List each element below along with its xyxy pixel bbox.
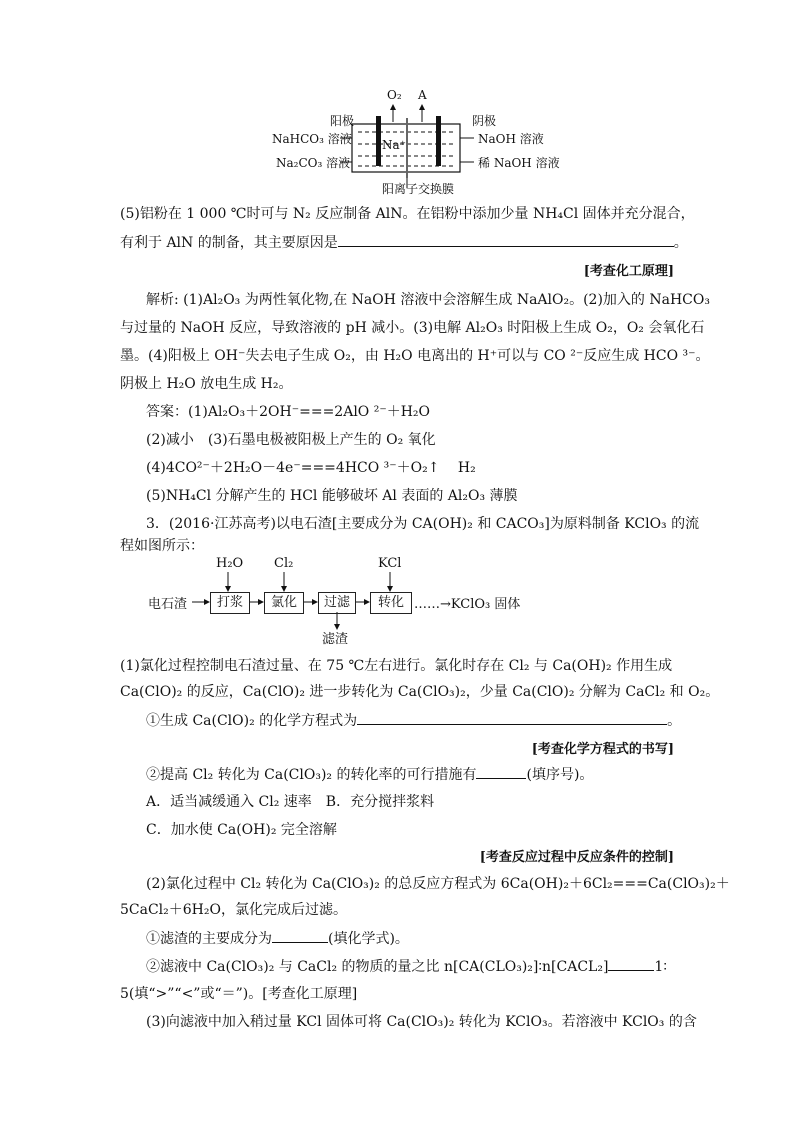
analysis-line4: 阴极上 H₂O 放电生成 H₂。 <box>120 376 293 392</box>
p1-q1: ①生成 Ca(ClO)₂ 的化学方程式为 <box>146 713 358 729</box>
p1-line1: (1)氯化过程控制电石渣过量、在 75 ℃左右进行。氯化时存在 Cl₂ 与 Ca(OH)₂ 作用生成 <box>120 658 673 674</box>
anode-label: 阳极 <box>330 114 355 128</box>
answer-blank[interactable] <box>357 710 667 725</box>
q3-line2: 程如图所示： <box>120 538 204 554</box>
answer-line4: (5)NH₄Cl 分解产生的 HCl 能够破坏 Al 表面的 Al₂O₃ 薄膜 <box>146 488 518 504</box>
tag-chemical-principle: [考查化工原理] <box>583 264 674 279</box>
residue-label: 滤渣 <box>322 632 349 647</box>
answer-blank[interactable] <box>476 764 526 779</box>
answer-blank[interactable] <box>272 928 328 943</box>
step-chlorination: 氯化 <box>264 592 304 614</box>
option-c: C．加水使 Ca(OH)₂ 完全溶解 <box>146 822 337 838</box>
electrolysis-diagram <box>270 88 560 196</box>
answer-blank[interactable] <box>608 956 654 971</box>
p1-q1-line <box>146 710 681 731</box>
p3-q2-line <box>146 956 667 977</box>
answer-line3: (4)4CO²⁻＋2H₂O－4e⁻===4HCO ³⁻＋O₂↑ H₂ <box>146 460 476 476</box>
start-material: 电石渣 <box>148 597 188 612</box>
h2o-input: H₂O <box>216 556 244 571</box>
q5-text2: 有利于 AlN 的制备，其主要原因是 <box>120 235 338 251</box>
p3-q1-end: (填化学式)。 <box>328 931 409 947</box>
p4-line1: (3)向滤液中加入稍过量 KCl 固体可将 Ca(ClO₃)₂ 转化为 KClO₃。若溶液中 KClO₃ 的含 <box>146 1014 697 1030</box>
kcl-input: KCl <box>378 556 402 571</box>
step-slurry: 打浆 <box>210 592 250 614</box>
q3-line1: 3．(2016·江苏高考)以电石渣[主要成分为 CA(OH)₂ 和 CACO₃]为原料制备 KClO₃ 的流 <box>146 516 700 532</box>
tag-equation-writing: [考查化学方程式的书写] <box>531 742 674 757</box>
p1-line2: Ca(ClO)₂ 的反应，Ca(ClO)₂ 进一步转化为 Ca(ClO₃)₂，少量 Ca(ClO)₂ 分解为 CaCl₂ 和 O₂。 <box>120 684 720 700</box>
product-label: ……→KClO₃ 固体 <box>414 597 521 612</box>
na2co3-label: Na₂CO₃ 溶液 <box>276 156 351 170</box>
analysis-line1: 解析: (1)Al₂O₃ 为两性氧化物,在 NaOH 溶液中会溶解生成 NaAlO₂。(2)加入的 NaHCO₃ <box>146 292 710 308</box>
a-label: A <box>418 88 427 102</box>
step-filtration: 过滤 <box>318 592 356 614</box>
p3-line2: 5CaCl₂＋6H₂O，氯化完成后过滤。 <box>120 902 347 918</box>
o2-label: O₂ <box>387 88 402 102</box>
analysis-line2: 与过量的 NaOH 反应，导致溶液的 pH 减小。(3)电解 Al₂O₃ 时阳极上生成 O₂，O₂ 会氧化石 <box>120 320 705 336</box>
q5-end: 。 <box>673 235 688 251</box>
membrane-label: 阳离子交换膜 <box>382 182 455 196</box>
analysis-line3: 墨。(4)阳极上 OH⁻失去电子生成 O₂，由 H₂O 电离出的 H⁺可以与 CO ²⁻反应生成 HCO ³⁻。 <box>120 348 710 364</box>
tag-reaction-conditions: [考查反应过程中反应条件的控制] <box>479 850 674 865</box>
naoh-label: NaOH 溶液 <box>478 132 544 146</box>
p3-line1: (2)氯化过程中 Cl₂ 转化为 Ca(ClO₃)₂ 的总反应方程式为 6Ca(OH)₂＋6Cl₂===Ca(ClO₃)₂＋ <box>146 876 730 892</box>
p1-q1-end: 。 <box>667 713 682 729</box>
q5-line2 <box>120 232 688 253</box>
p3-q1: ①滤渣的主要成分为 <box>146 931 272 947</box>
nahco3-label: NaHCO₃ 溶液 <box>272 132 352 146</box>
flowchart <box>140 556 560 648</box>
option-ab: A．适当减缓通入 Cl₂ 速率 B．充分搅拌浆料 <box>146 794 435 810</box>
step-conversion: 转化 <box>370 592 412 614</box>
answer-line1: 答案：(1)Al₂O₃＋2OH⁻===2AlO ²⁻＋H₂O <box>146 404 431 420</box>
dilute-naoh-label: 稀 NaOH 溶液 <box>478 156 560 170</box>
answer-line2: (2)减小 (3)石墨电极被阳极上产生的 O₂ 氧化 <box>146 432 436 448</box>
answer-blank[interactable] <box>338 232 674 247</box>
p3-q1-line <box>146 928 409 949</box>
na-ion-label: Na⁺ <box>382 138 406 152</box>
cl2-input: Cl₂ <box>274 556 294 571</box>
p3-line3: 5(填“>”“<”或“＝”)。[考查化工原理] <box>120 986 358 1002</box>
cathode-label: 阴极 <box>472 114 497 128</box>
p2-q: ②提高 Cl₂ 转化为 Ca(ClO₃)₂ 的转化率的可行措施有 <box>146 767 477 783</box>
p2-q-end: (填序号)。 <box>526 767 594 783</box>
q5-line1: (5)铝粉在 1 000 ℃时可与 N₂ 反应制备 AlN。在铝粉中添加少量 NH₄Cl 固体并充分混合， <box>120 206 695 222</box>
p3-q2: ②滤液中 Ca(ClO₃)₂ 与 CaCl₂ 的物质的量之比 n[CA(CLO₃)₂]∶n[CACL₂] <box>146 959 609 975</box>
p3-q2-end: 1∶ <box>654 959 667 975</box>
p2-q-line <box>146 764 593 785</box>
